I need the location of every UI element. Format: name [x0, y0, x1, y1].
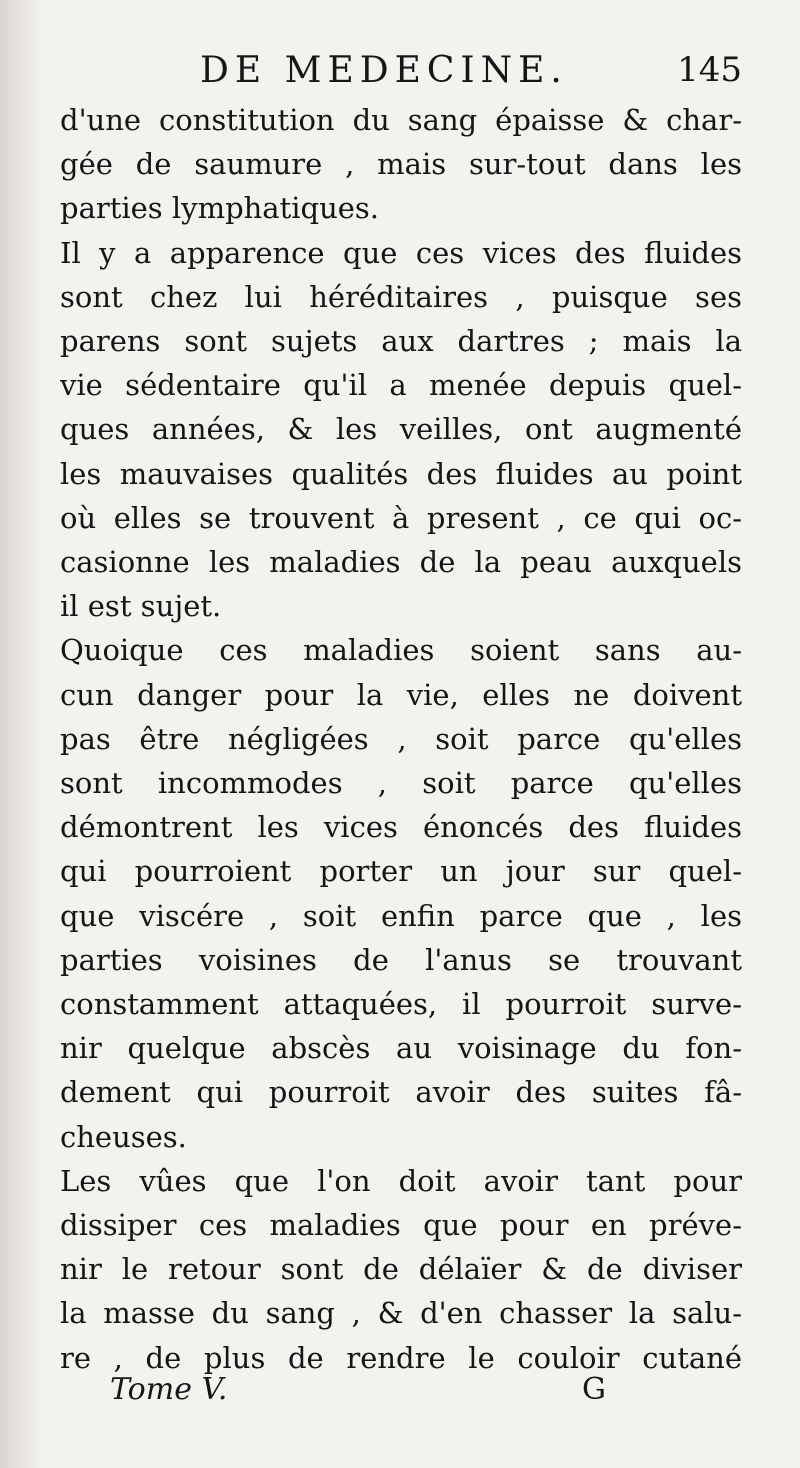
- text-line: Les vûes que l'on doit avoir tant pour: [60, 1163, 742, 1198]
- text-line: cun danger pour la vie, elles ne doivent: [60, 677, 742, 712]
- text-line: nir le retour sont de délaïer & de diviser: [60, 1252, 742, 1287]
- running-title: DE MEDECINE.: [200, 50, 568, 91]
- text-line: la masse du sang , & d'en chasser la salu-: [60, 1296, 742, 1331]
- text-line: il est sujet.: [60, 589, 222, 624]
- text-line: dissiper ces maladies que pour en préve-: [60, 1208, 742, 1243]
- text-line: d'une constitution du sang épaisse & char-: [60, 103, 742, 137]
- text-line: démontrent les vices énoncés des fluides: [60, 810, 742, 845]
- text-line: constamment attaquées, il pourroit surve-: [60, 987, 742, 1022]
- body-text: [60, 98, 742, 1380]
- text-line: dement qui pourroit avoir des suites fâ-: [60, 1075, 742, 1110]
- text-line: sont chez lui héréditaires , puisque ses: [60, 279, 742, 314]
- text-line: qui pourroient porter un jour sur quel-: [60, 854, 742, 889]
- text-line: que viscére , soit enfin parce que , les: [60, 898, 742, 933]
- text-line: vie sédentaire qu'il a menée depuis quel-: [60, 368, 742, 403]
- page-gutter-shadow: [0, 0, 42, 1468]
- text-line: cheuses.: [60, 1119, 187, 1154]
- text-line: les mauvaises qualités des fluides au point: [60, 456, 742, 491]
- text-line: parties voisines de l'anus se trouvant: [60, 942, 742, 977]
- page-footer: [100, 1372, 660, 1416]
- page-header: [60, 50, 750, 102]
- text-line: parens sont sujets aux dartres ; mais la: [60, 324, 742, 359]
- volume-label: Tome V.: [110, 1372, 228, 1407]
- text-line: ques années, & les veilles, ont augmenté: [60, 412, 742, 447]
- text-line: parties lymphatiques.: [60, 191, 380, 226]
- text-line: pas être négligées , soit parce qu'elles: [60, 721, 742, 756]
- signature-mark: G: [582, 1372, 606, 1407]
- text-line: Quoique ces maladies soient sans au-: [60, 633, 742, 668]
- text-line: casionne les maladies de la peau auxquels: [60, 545, 742, 580]
- text-line: re , de plus de rendre le couloir cutané: [60, 1340, 742, 1375]
- text-line: sont incommodes , soit parce qu'elles: [60, 766, 742, 801]
- text-line: où elles se trouvent à present , ce qui oc-: [60, 500, 742, 535]
- text-line: Il y a apparence que ces vices des fluides: [60, 235, 742, 270]
- text-line: nir quelque abscès au voisinage du fon-: [60, 1031, 742, 1066]
- page-number: 145: [677, 50, 742, 90]
- text-line: gée de saumure , mais sur-tout dans les: [60, 147, 742, 182]
